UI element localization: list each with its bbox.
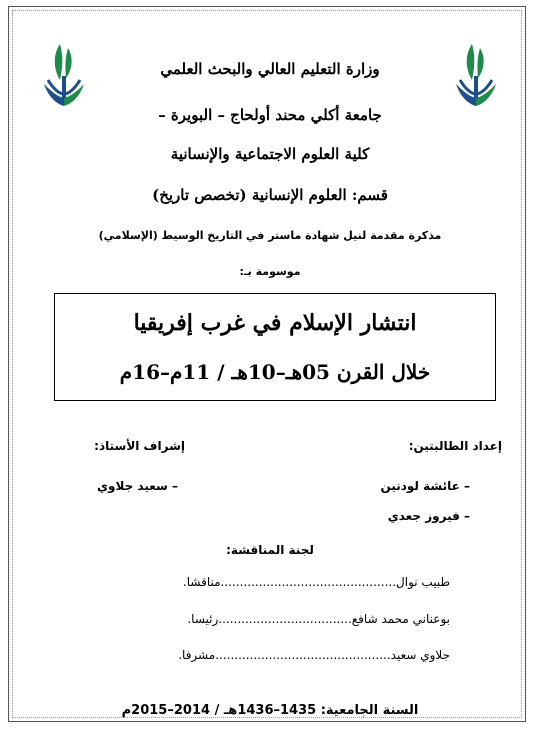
thesis-title: انتشار الإسلام في غرب إفريقيا	[133, 310, 417, 336]
thesis-title-box	[54, 293, 496, 401]
academic-year: السنة الجامعية: 1435–1436هـ / 2014–2015م	[121, 703, 419, 718]
titled-label: موسومة بـ:	[239, 265, 301, 278]
student-name: – عائشة لودنين	[380, 479, 470, 493]
committee-member	[178, 648, 450, 662]
member-name: جلاوي سعيد	[390, 648, 450, 662]
member-name: طبيب نوال	[396, 575, 450, 589]
dotted-leader: ..............................................	[220, 575, 397, 589]
thesis-note: مذكرة مقدمة لنيل شهادة ماستر في التاريخ الوسيط (الإسلامي)	[98, 229, 442, 242]
department-name: قسم: العلوم الإنسانية (تخصص تاريخ)	[152, 186, 388, 204]
supervisor-name: – سعيد جلاوي	[97, 479, 178, 493]
member-role: رئيسا.	[187, 612, 219, 626]
member-name: بوعناني محمد شافع	[351, 612, 450, 626]
student-name: – فيروز جعدي	[387, 509, 470, 523]
dotted-leader: ...................................	[218, 612, 352, 626]
member-role: مناقشا.	[182, 575, 221, 589]
faculty-name: كلية العلوم الاجتماعية والإنسانية	[170, 145, 370, 163]
dotted-leader: ..............................................	[215, 648, 391, 662]
committee-member	[187, 612, 450, 626]
ministry-name: وزارة التعليم العالي والبحث العلمي	[160, 60, 380, 78]
member-role: مشرفا.	[178, 648, 216, 662]
committee-member	[183, 575, 450, 589]
thesis-subtitle: خلال القرن 05هـ–10هـ / 11م–16م	[119, 360, 431, 384]
supervisor-label: إشراف الأستاذ:	[94, 439, 185, 453]
university-name: جامعة أكلي محند أولحاج – البويرة –	[158, 106, 382, 124]
students-label: إعداد الطالبتين:	[408, 439, 502, 453]
committee-label: لجنة المناقشة:	[226, 543, 314, 557]
